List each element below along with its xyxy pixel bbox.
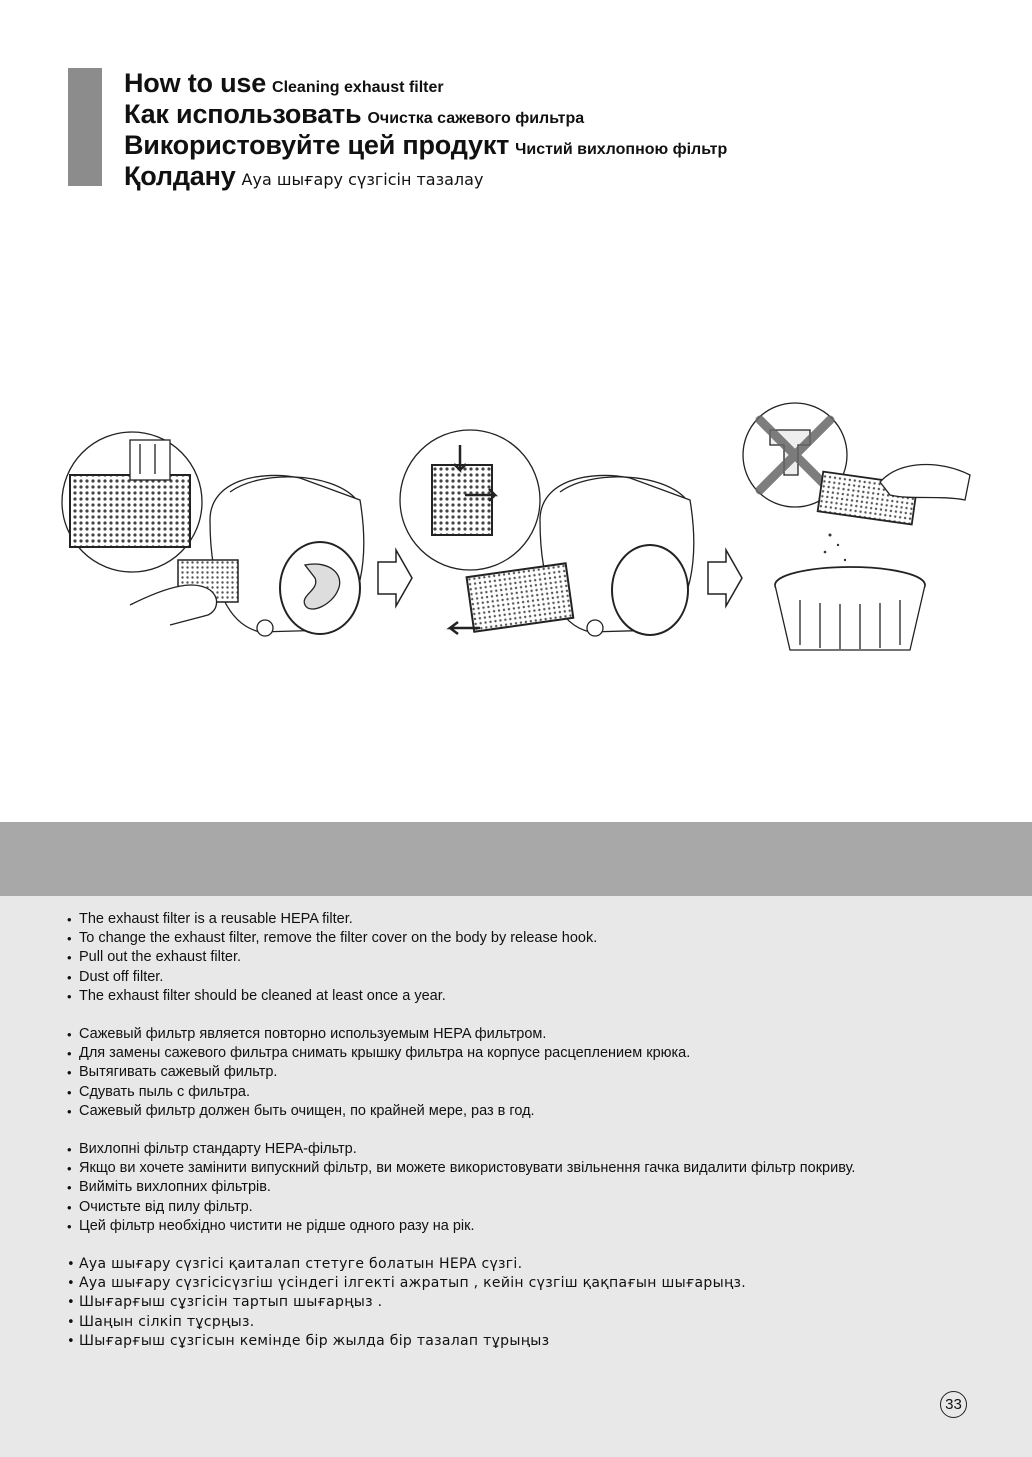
list-item: • Сажевый фильтр должен быть очищен, по крайней мере, раз в год. xyxy=(66,1102,966,1121)
list-item: • Вытягивать сажевый фильтр. xyxy=(66,1063,966,1082)
header-accent-bar xyxy=(68,68,102,186)
list-item: • Шығарғыш сұзгісын кемінде бір жылда бір тазалап тұрыңыз xyxy=(66,1332,966,1351)
list-item: • Вихлопні фільтр стандарту HEPA-фільтр. xyxy=(66,1140,966,1159)
step1-illustration xyxy=(62,432,364,636)
list-item: • Шаңын сілкіп тұсрңыз. xyxy=(66,1313,966,1332)
heading-subtitle: Ауа шығару сүзгісін тазалау xyxy=(241,170,484,189)
instructions-ukrainian xyxy=(66,1140,966,1236)
list-item: • To change the exhaust filter, remove the filter cover on the body by release hook. xyxy=(66,929,966,948)
list-item: • Очистьте від пилу фільтр. xyxy=(66,1198,966,1217)
heading-ukrainian xyxy=(124,130,727,161)
page-headings xyxy=(124,68,727,192)
heading-kazakh xyxy=(124,161,727,192)
step2-illustration xyxy=(400,430,694,636)
heading-russian xyxy=(124,99,727,130)
heading-subtitle: Cleaning exhaust filter xyxy=(272,79,444,96)
step-arrow-icon xyxy=(378,550,412,606)
list-item: • Ауа шығару сүзгісі қаиталап стетуге болатын HEPA сүзгі. xyxy=(66,1255,966,1274)
list-item: • Шығарғыш сұзгісін тартып шығарңыз . xyxy=(66,1293,966,1312)
instructions-kazakh xyxy=(66,1255,966,1351)
page-number: 33 xyxy=(940,1391,967,1418)
instruction-illustrations xyxy=(60,400,980,660)
heading-title: Використовуйте цей продукт xyxy=(124,130,510,160)
heading-title: How to use xyxy=(124,68,267,98)
list-item: • Для замены сажевого фильтра снимать крышку фильтра на корпусе расцеплением крюка. xyxy=(66,1044,966,1063)
list-item: • The exhaust filter is a reusable HEPA filter. xyxy=(66,910,966,929)
instructions-russian xyxy=(66,1025,966,1121)
heading-title: Қолдану xyxy=(124,161,236,191)
step-arrow-icon xyxy=(708,550,742,606)
instructions-lists xyxy=(66,910,966,1370)
step3-illustration xyxy=(743,403,970,650)
heading-subtitle: Очистка сажевого фильтра xyxy=(367,110,585,127)
list-item: • Pull out the exhaust filter. xyxy=(66,948,966,967)
heading-english xyxy=(124,68,727,99)
list-item: • The exhaust filter should be cleaned at least once a year. xyxy=(66,987,966,1006)
list-item: • Сдувать пыль с фильтра. xyxy=(66,1083,966,1102)
instructions-english xyxy=(66,910,966,1006)
list-item: • Ауа шығару сүзгісісүзгіш үсіндегі ілгекті ажратып , кейін сүзгіш қақпағын шығарыңз. xyxy=(66,1274,966,1293)
list-item: • Вийміть вихлопних фільтрів. xyxy=(66,1178,966,1197)
heading-title: Как использовать xyxy=(124,99,362,129)
list-item: • Цей фільтр необхідно чистити не рідше одного разу на рік. xyxy=(66,1217,966,1236)
list-item: • Dust off filter. xyxy=(66,968,966,987)
list-item: • Якщо ви хочете замінити випускний фільтр, ви можете використовувати звільнення гачка видалити фільтр покриву. xyxy=(66,1159,966,1178)
heading-subtitle: Чистий вихлопною фільтр xyxy=(515,141,728,158)
list-item: • Сажевый фильтр является повторно используемым HEPA фильтром. xyxy=(66,1025,966,1044)
section-divider-band xyxy=(0,822,1032,896)
